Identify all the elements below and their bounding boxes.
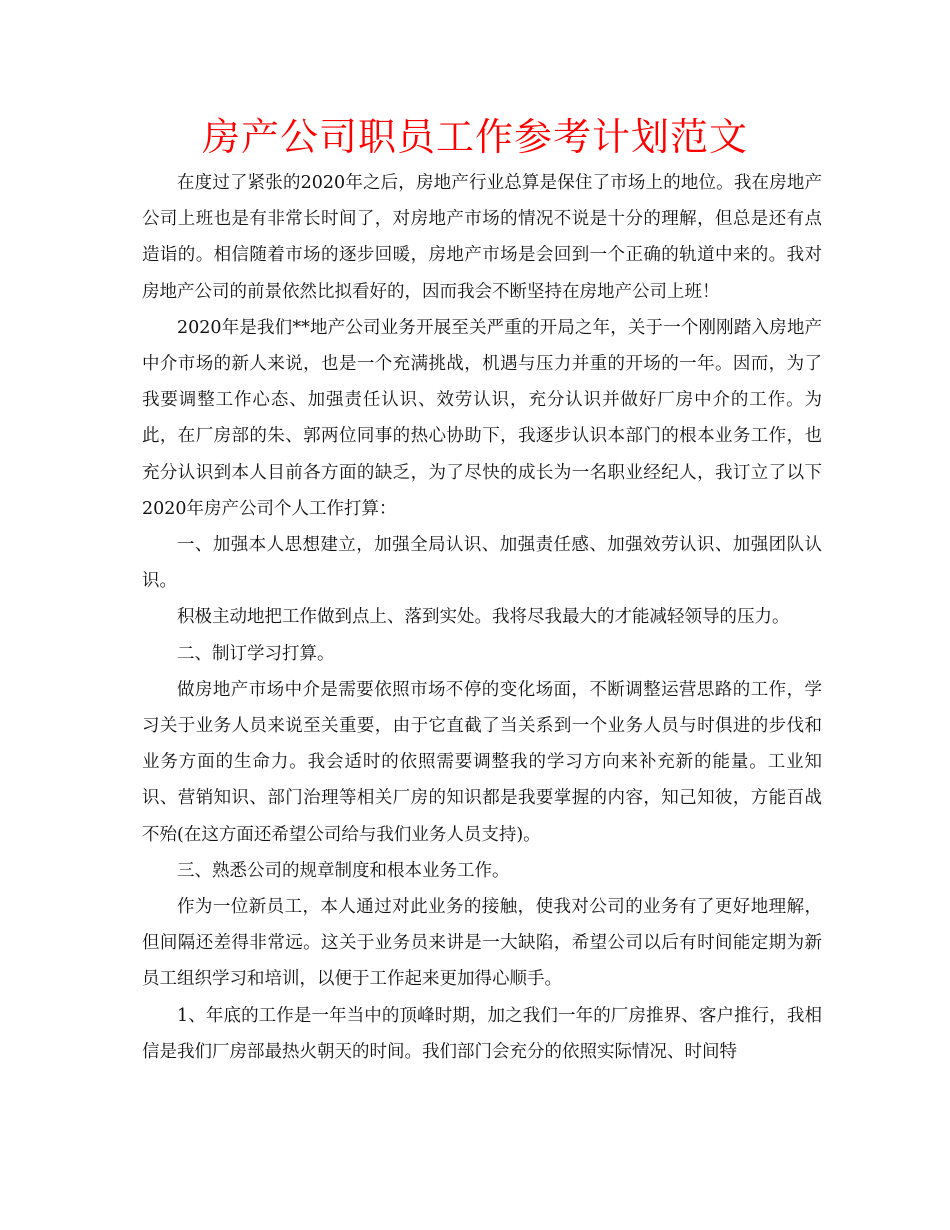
paragraph-new-employee: 作为一位新员工，本人通过对此业务的接触，使我对公司的业务有了更好地理解，但间隔还差得非常远。这关于业务员来讲是一大缺陷，希望公司以后有时间能定期为新员工组织学习和培训，以便于工作起来更加得心顺手。 [142, 897, 822, 990]
document-title: 房产公司职员工作参考计划范文 [201, 115, 748, 159]
document-body [142, 165, 822, 1070]
paragraph-year-end: 1、年底的工作是一年当中的顶峰时期，加之我们一年的厂房推界、客户推行，我相信是我们厂房部最热火朝天的时间。我们部门会充分的依照实际情况、时间特 [142, 1005, 822, 1062]
paragraph-point-three: 三、熟悉公司的规章制度和根本业务工作。 [177, 860, 510, 881]
paragraph-proactive: 积极主动地把工作做到点上、落到实处。我将尽我最大的才能减轻领导的压力。 [177, 607, 790, 628]
paragraph-intro: 在度过了紧张的2020年之后，房地产行业总算是保住了市场上的地位。我在房地产公司上班也是有非常长时间了，对房地产市场的情况不说是十分的理解，但总是还有点造诣的。相信随着市场的逐步回暖，房地产市场是会回到一个正确的轨道中来的。我对房地产公司的前景依然比拟看好的，因而我会不断坚持在房地产公司上班！ [142, 173, 822, 302]
paragraph-point-two: 二、制订学习打算。 [177, 643, 335, 664]
paragraph-point-one: 一、加强本人思想建立，加强全局认识、加强责任感、加强效劳认识、加强团队认识。 [142, 535, 822, 592]
paragraph-learning: 做房地产市场中介是需要依照市场不停的变化场面，不断调整运营思路的工作，学习关于业务人员来说至关重要，由于它直截了当关系到一个业务人员与时俱进的步伐和业务方面的生命力。我会适时的依照需要调整我的学习方向来补充新的能量。工业知识、营销知识、部门治理等相关厂房的知识都是我要掌握的内容，知己知彼，方能百战不殆(在这方面还希望公司给与我们业务人员支持)。 [142, 679, 822, 845]
paragraph-2020-plan: 2020年是我们**地产公司业务开展至关严重的开局之年，关于一个刚刚踏入房地产中介市场的新人来说，也是一个充满挑战，机遇与压力并重的开场的一年。因而，为了我要调整工作心态、加强责任认识、效劳认识，充分认识并做好厂房中介的工作。为此，在厂房部的朱、郭两位同事的热心协助下，我逐步认识本部门的根本业务工作，也充分认识到本人目前各方面的缺乏，为了尽快的成长为一名职业经纪人，我订立了以下2020年房产公司个人工作打算： [142, 317, 822, 519]
